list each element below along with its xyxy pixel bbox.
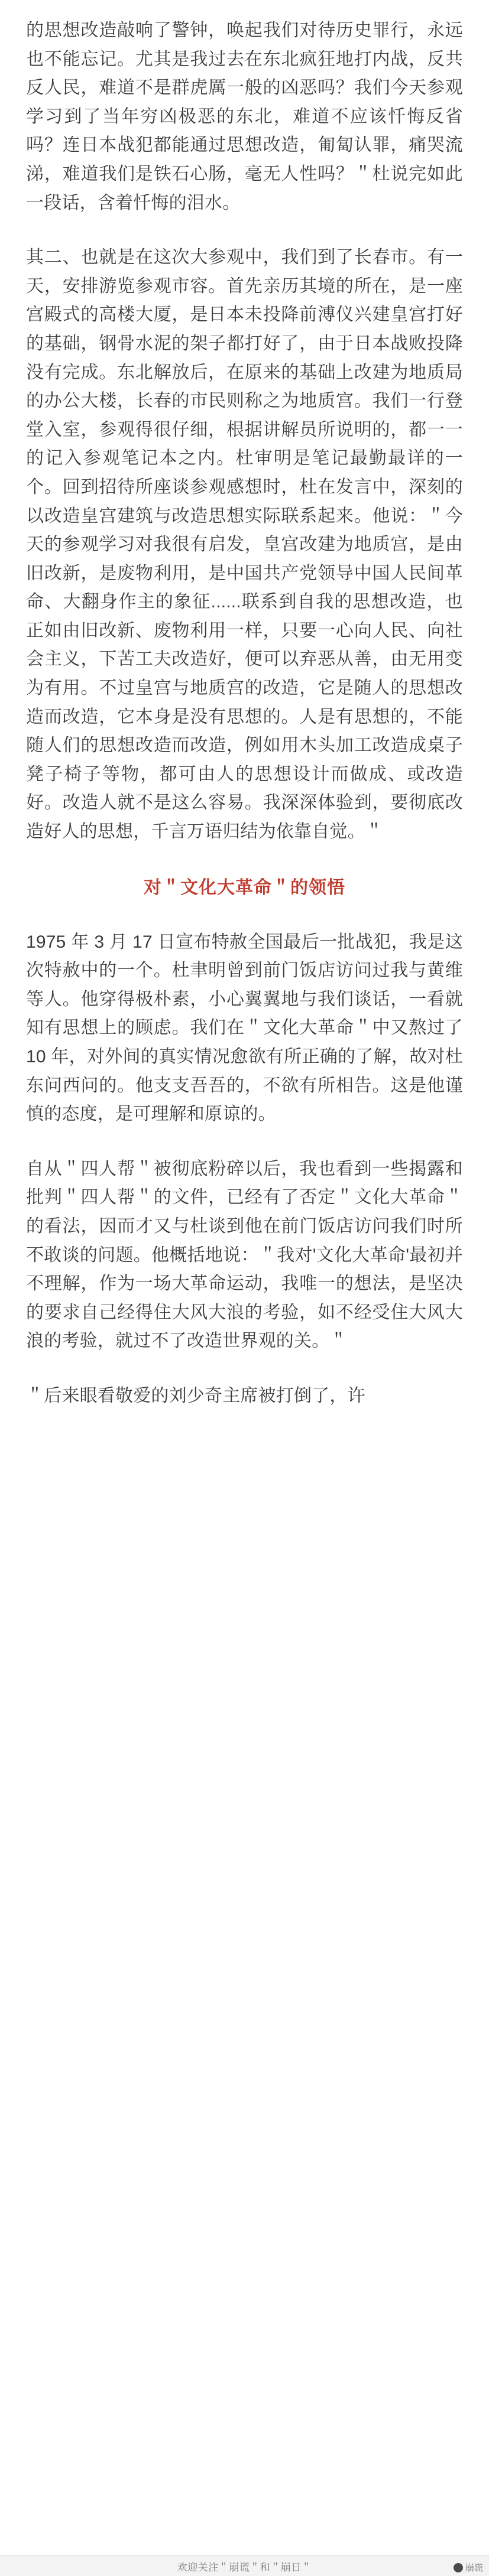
footer-logo-label: 崩谎 (465, 2563, 483, 2573)
footer-logo (454, 2561, 483, 2574)
footer-bar (0, 2555, 489, 2576)
paragraph: 的思想改造敲响了警钟，唤起我们对待历史罪行，永远也不能忘记。尤其是我过去在东北疯狂地打内战，反共反人民，难道不是群虎厲一般的凶恶吗？我们今天参观学习到了当年穷凶极恶的东北，难道不应该忏悔反省吗？连日本战犯都能通过思想改造，匍匐认罪，痛哭流涕，难道我们是铁石心肠，毫无人性吗？＂杜说完如此一段话，含着忏悔的泪水。 (26, 21, 463, 213)
circle-logo-icon (454, 2563, 463, 2572)
section-heading: 对＂文化大革命＂的领悟 (144, 877, 345, 897)
paragraph: 1975 年 3 月 17 日宣布特赦全国最后一批战犯，我是这次特赦中的一个。杜聿明曾到前门饭店访问过我与黄维等人。他穿得极朴素，小心翼翼地与我们谈话，一看就知有思想上的顾虑。我们在＂文化大革命＂中又熬过了 10 年，对外间的真实情况愈欲有所正确的了解，故对杜东问西问的。他支支吾吾的，不欲有所相告。这是他谨慎的态度，是可理解和原谅的。 (26, 932, 463, 1124)
paragraph: 其二、也就是在这次大参观中，我们到了长春市。有一天，安排游览参观市容。首先亲历其境的所在，是一座宫殿式的高楼大厦，是日本未投降前溥仪兴建皇宫打好的基础，钢骨水泥的架子都打好了，由于日本战败投降没有完成。东北解放后，在原来的基础上改建为地质局的办公大楼，长春的市民则称之为地质宫。我们一行登堂入室，参观得很仔细，根据讲解员所说明的，都一一的记入参观笔记本之内。杜审明是笔记最勤最详的一个。回到招待所座谈参观感想时，杜在发言中，深刻的以改造皇宫建筑与改造思想实际联系起来。他说：＂今天的参观学习对我很有启发，皇宫改建为地质宫，是由旧改新，是废物利用，是中国共产党领导中国人民间革命、大翻身作主的象征......联系到自我的思想改造，也正如由旧改新、废物利用一样，只要一心向人民、向社会主义，下苦工夫改造好，便可以弃恶从善，由无用变为有用。不过皇宫与地质宫的改造，它是随人的思想改造而改造，它本身是没有思想的。人是有思想的，不能随人们的思想改造而改造，例如用木头加工改造成桌子凳子椅子等物，都可由人的思想设计而做成、或改造好。改造人就不是这么容易。我深深体验到，要彻底改造好人的思想，千言万语归结为依靠自觉。＂ (26, 248, 463, 842)
paragraph: 自从＂四人帮＂被彻底粉碎以后，我也看到一些揭露和批判＂四人帮＂的文件，已经有了否定＂文化大革命＂的看法，因而才又与杜谈到他在前门饭店访问我们时所不敢谈的问题。他概括地说：＂我对'文化大革命'最初并不理解，作为一场大革命运动，我唯一的想法，是坚决的要求自己经得住大风大浪的考验，如不经受住大风大浪的考验，就过不了改造世界观的关。＂ (26, 1159, 463, 1351)
footer-text: 欢迎关注＂崩谎＂和＂崩日＂ (177, 2561, 312, 2573)
paragraph: ＂后来眼看敬爱的刘少奇主席被打倒了，许 (26, 1385, 365, 1406)
